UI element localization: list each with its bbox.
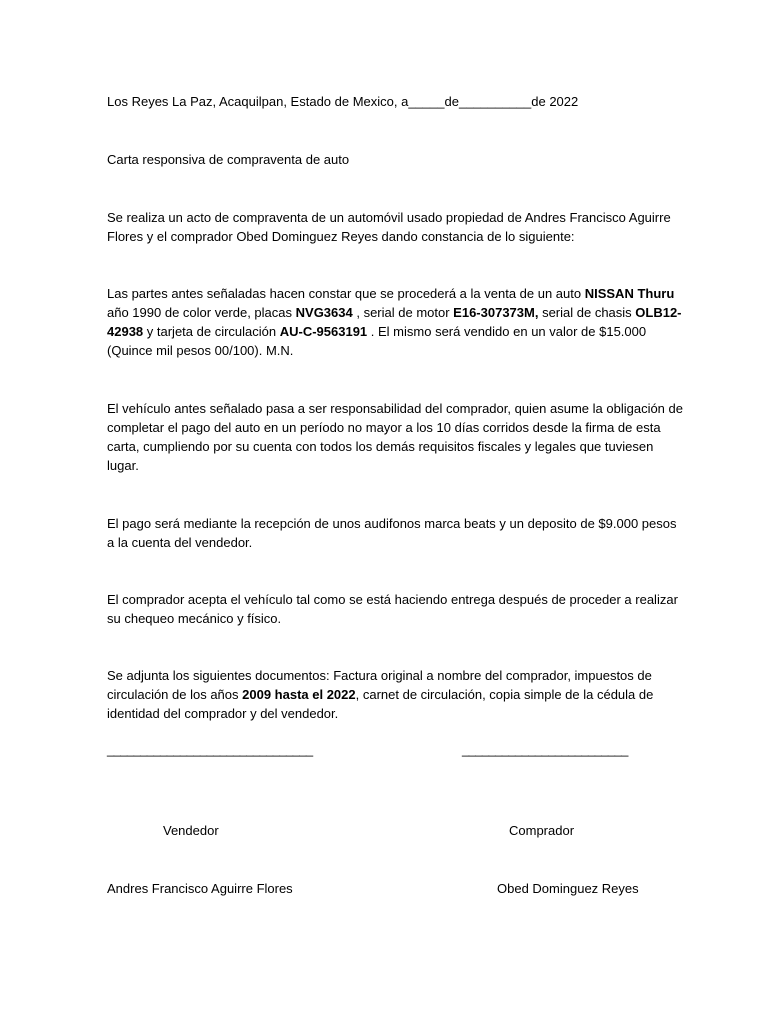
seller-name: Andres Francisco Aguirre Flores — [107, 881, 293, 896]
engine-serial: E16-307373M, — [453, 305, 539, 320]
paragraph-line: (Quince mil pesos 00/100). M.N. — [107, 343, 294, 358]
buyer-role-label: Comprador — [509, 823, 575, 838]
tax-years: 2009 hasta el 2022 — [242, 687, 356, 702]
paragraph-line: El vehículo antes señalado pasa a ser responsabilidad del comprador, quien asume la obligación de — [107, 401, 683, 416]
buyer-signature-line: _________________________ — [462, 742, 628, 757]
paragraph-line: identidad del comprador y del vendedor. — [107, 706, 339, 721]
paragraph-line — [107, 322, 646, 341]
paragraph-line: completar el pago del auto en un período no mayor a los 10 días corridos desde la firma de esta — [107, 420, 661, 435]
paragraph-line: Se realiza un acto de compraventa de un automóvil usado propiedad de Andres Francisco Aguirre — [107, 210, 671, 225]
text-run: y tarjeta de circulación — [143, 324, 280, 339]
paragraph-line: lugar. — [107, 458, 139, 473]
text-run: , carnet de circulación, copia simple de la cédula de — [355, 687, 654, 702]
seller-role-label: Vendedor — [163, 823, 219, 838]
text-run: , serial de motor — [352, 305, 454, 320]
paragraph-line: carta, cumpliendo por su cuenta con todos los demás requisitos fiscales y legales que tuviesen — [107, 439, 654, 454]
document-title: Carta responsiva de compraventa de auto — [107, 152, 350, 167]
paragraph-line: Flores y el comprador Obed Dominguez Reyes dando constancia de lo siguiente: — [107, 229, 575, 244]
paragraph-line — [107, 284, 674, 303]
text-run: serial de chasis — [538, 305, 636, 320]
place-date-line: Los Reyes La Paz, Acaquilpan, Estado de Mexico, a_____de__________de 2022 — [107, 94, 579, 109]
paragraph-line: El comprador acepta el vehículo tal como se está haciendo entrega después de proceder a realizar — [107, 592, 678, 607]
buyer-name: Obed Dominguez Reyes — [497, 881, 639, 896]
seller-signature-line: _______________________________ — [107, 742, 313, 757]
paragraph-line: Se adjunta los siguientes documentos: Factura original a nombre del comprador, impuestos de — [107, 668, 652, 683]
text-run: . El mismo será vendido en un valor de $15.000 — [367, 324, 647, 339]
chassis-serial-part1: OLB12- — [635, 305, 682, 320]
paragraph-line: El pago será mediante la recepción de unos audifonos marca beats y un deposito de $9.000 pesos — [107, 516, 677, 531]
paragraph-line — [107, 685, 653, 704]
vehicle-model: NISSAN Thuru — [584, 286, 675, 301]
paragraph-line — [107, 303, 682, 322]
text-run: circulación de los años — [107, 687, 243, 702]
license-plate: NVG3634 — [295, 305, 353, 320]
text-run: año 1990 de color verde, placas — [107, 305, 296, 320]
paragraph-line: su chequeo mecánico y físico. — [107, 611, 282, 626]
chassis-serial-part2: 42938 — [107, 324, 144, 339]
circulation-card-number: AU-C-9563191 — [279, 324, 368, 339]
text-run: Las partes antes señaladas hacen constar que se procederá a la venta de un auto — [107, 286, 585, 301]
paragraph-line: a la cuenta del vendedor. — [107, 535, 253, 550]
